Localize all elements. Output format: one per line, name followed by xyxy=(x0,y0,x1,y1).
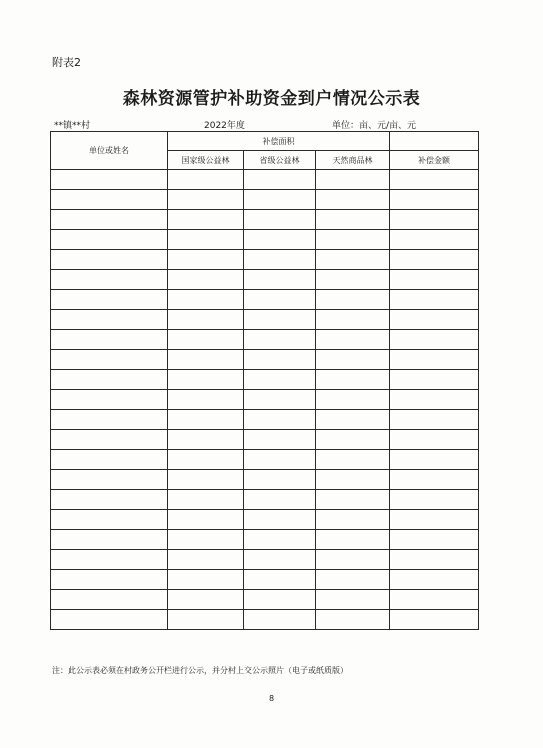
table-cell xyxy=(51,510,168,530)
table-cell xyxy=(244,550,316,570)
table-cell xyxy=(390,230,479,250)
table-cell xyxy=(168,450,244,470)
table-row xyxy=(51,290,479,310)
table-cell xyxy=(244,570,316,590)
table-cell xyxy=(316,430,390,450)
table-cell xyxy=(51,190,168,210)
header-provincial-forest: 省级公益林 xyxy=(244,151,316,170)
table-cell xyxy=(51,270,168,290)
table-cell xyxy=(316,310,390,330)
table-cell xyxy=(390,410,479,430)
table-cell xyxy=(168,310,244,330)
header-unit-or-name: 单位或姓名 xyxy=(51,132,168,170)
page-title: 森林资源管护补助资金到户情况公示表 xyxy=(122,89,421,109)
table-row xyxy=(51,430,479,450)
table-cell xyxy=(390,510,479,530)
table-cell xyxy=(244,510,316,530)
table-cell xyxy=(51,590,168,610)
subsidy-table xyxy=(50,131,479,630)
table-cell xyxy=(168,610,244,630)
table-cell xyxy=(390,590,479,610)
table-cell xyxy=(168,510,244,530)
table-cell xyxy=(168,570,244,590)
table-cell xyxy=(244,270,316,290)
footnote: 注：此公示表必须在村政务公开栏进行公示，并分村上交公示照片（电子或纸质版） xyxy=(52,666,348,675)
table-cell xyxy=(244,190,316,210)
table-cell xyxy=(390,390,479,410)
table-cell xyxy=(244,370,316,390)
table-cell xyxy=(390,170,479,190)
table-cell xyxy=(244,430,316,450)
table-cell xyxy=(51,610,168,630)
table-cell xyxy=(390,370,479,390)
table-row xyxy=(51,590,479,610)
attachment-label: 附表2 xyxy=(52,56,81,69)
table-cell xyxy=(316,370,390,390)
table-row xyxy=(51,250,479,270)
table-row xyxy=(51,230,479,250)
table-cell xyxy=(51,390,168,410)
table-cell xyxy=(316,590,390,610)
table-cell xyxy=(168,230,244,250)
table-cell xyxy=(390,350,479,370)
table-cell xyxy=(168,470,244,490)
table-cell xyxy=(244,410,316,430)
table-cell xyxy=(316,550,390,570)
table-cell xyxy=(244,250,316,270)
table-cell xyxy=(390,550,479,570)
table-cell xyxy=(168,590,244,610)
table-cell xyxy=(244,470,316,490)
table-body xyxy=(51,170,479,630)
header-blank-cell xyxy=(390,132,479,151)
table-cell xyxy=(316,510,390,530)
table-row xyxy=(51,190,479,210)
table-cell xyxy=(244,210,316,230)
table-cell xyxy=(390,210,479,230)
table-cell xyxy=(244,590,316,610)
table-cell xyxy=(51,170,168,190)
table-cell xyxy=(51,350,168,370)
table-cell xyxy=(244,350,316,370)
table-cell xyxy=(51,370,168,390)
table-cell xyxy=(51,570,168,590)
table-cell xyxy=(168,530,244,550)
table-cell xyxy=(168,370,244,390)
table-cell xyxy=(168,430,244,450)
table-row xyxy=(51,390,479,410)
table-cell xyxy=(244,450,316,470)
page-number: 8 xyxy=(268,694,275,703)
header-compensation-amount: 补偿金额 xyxy=(390,151,479,170)
table-cell xyxy=(168,170,244,190)
table-cell xyxy=(316,410,390,430)
table-row xyxy=(51,210,479,230)
table-cell xyxy=(390,530,479,550)
table-row xyxy=(51,450,479,470)
table-row xyxy=(51,530,479,550)
table-cell xyxy=(390,290,479,310)
table-cell xyxy=(390,470,479,490)
table-row xyxy=(51,610,479,630)
table-cell xyxy=(51,230,168,250)
table-cell xyxy=(51,450,168,470)
table-cell xyxy=(168,350,244,370)
table-cell xyxy=(51,290,168,310)
table-cell xyxy=(390,490,479,510)
table-cell xyxy=(244,490,316,510)
table-cell xyxy=(316,190,390,210)
table-cell xyxy=(244,330,316,350)
table-cell xyxy=(51,470,168,490)
table-cell xyxy=(244,390,316,410)
table-cell xyxy=(390,190,479,210)
table-cell xyxy=(316,470,390,490)
table-cell xyxy=(168,330,244,350)
table-cell xyxy=(316,210,390,230)
table-row xyxy=(51,550,479,570)
table-row xyxy=(51,410,479,430)
table-cell xyxy=(168,270,244,290)
table-cell xyxy=(316,270,390,290)
table-cell xyxy=(51,330,168,350)
table-cell xyxy=(316,350,390,370)
table-cell xyxy=(51,410,168,430)
table-cell xyxy=(244,170,316,190)
header-area-group: 补偿面积 xyxy=(168,132,390,151)
table-cell xyxy=(390,330,479,350)
table-cell xyxy=(244,530,316,550)
table-row xyxy=(51,490,479,510)
table-cell xyxy=(316,530,390,550)
table-cell xyxy=(51,550,168,570)
table-cell xyxy=(168,410,244,430)
table-cell xyxy=(390,610,479,630)
table-row xyxy=(51,370,479,390)
table-cell xyxy=(316,250,390,270)
table-cell xyxy=(51,430,168,450)
table-cell xyxy=(51,250,168,270)
table-cell xyxy=(316,290,390,310)
table-cell xyxy=(316,610,390,630)
table-cell xyxy=(51,210,168,230)
table-row xyxy=(51,350,479,370)
table-row xyxy=(51,470,479,490)
table-cell xyxy=(316,170,390,190)
table-row xyxy=(51,170,479,190)
table-cell xyxy=(390,250,479,270)
table-cell xyxy=(390,430,479,450)
table-cell xyxy=(390,270,479,290)
table-cell xyxy=(51,490,168,510)
table-cell xyxy=(168,390,244,410)
table-row xyxy=(51,270,479,290)
table-cell xyxy=(316,450,390,470)
year-label: 2022年度 xyxy=(204,121,245,131)
table-row xyxy=(51,330,479,350)
table-cell xyxy=(316,490,390,510)
table-cell xyxy=(390,450,479,470)
table-cell xyxy=(51,310,168,330)
table-cell xyxy=(390,570,479,590)
table-cell xyxy=(244,290,316,310)
table-cell xyxy=(244,610,316,630)
header-national-forest: 国家级公益林 xyxy=(168,151,244,170)
table-row xyxy=(51,570,479,590)
table-header-row xyxy=(51,132,479,151)
table-cell xyxy=(390,310,479,330)
table-cell xyxy=(168,290,244,310)
table-cell xyxy=(316,390,390,410)
table-cell xyxy=(51,530,168,550)
village-label: **镇**村 xyxy=(54,121,91,131)
table-cell xyxy=(168,490,244,510)
table-cell xyxy=(316,230,390,250)
table-cell xyxy=(244,310,316,330)
table-cell xyxy=(316,330,390,350)
table-cell xyxy=(316,570,390,590)
table-row xyxy=(51,310,479,330)
header-natural-commercial-forest: 天然商品林 xyxy=(316,151,390,170)
table-cell xyxy=(168,190,244,210)
table-cell xyxy=(168,550,244,570)
table-cell xyxy=(168,250,244,270)
unit-label: 单位：亩、元/亩、元 xyxy=(332,121,417,131)
table-row xyxy=(51,510,479,530)
table-cell xyxy=(168,210,244,230)
table-cell xyxy=(244,230,316,250)
